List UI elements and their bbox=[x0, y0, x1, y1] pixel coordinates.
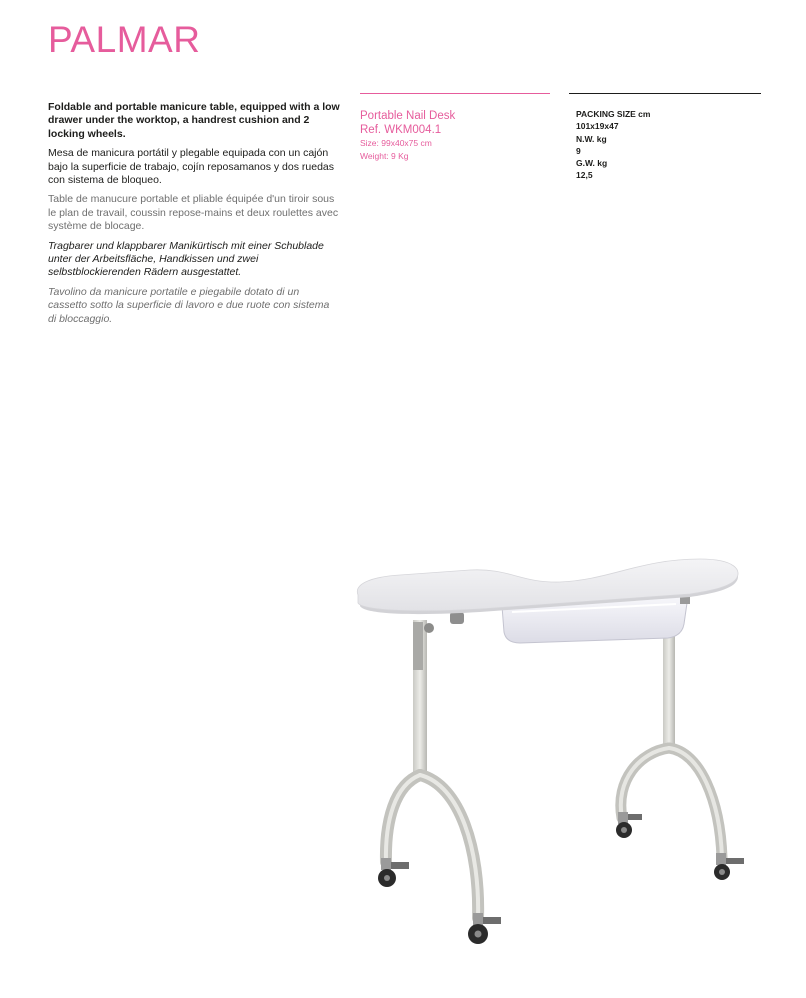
product-size: Size: 99x40x75 cm bbox=[360, 138, 432, 148]
packing-divider bbox=[569, 93, 761, 94]
product-divider bbox=[360, 93, 550, 94]
wheel bbox=[378, 858, 409, 887]
support-bracket bbox=[450, 612, 464, 624]
product-info bbox=[360, 109, 550, 162]
description-block bbox=[48, 101, 340, 332]
description-spanish: Mesa de manicura portátil y plegable equipada con un cajón bajo la superficie de trabajo, cojín reposamanos y dos ruedas con sistema de bloqueo. bbox=[48, 147, 335, 187]
description-german: Tragbarer und klappbarer Manikürtisch mit einer Schublade unter der Arbeitsfläche, Handkissen und zwei selbstblockierenden Rädern ausgestattet. bbox=[48, 239, 324, 279]
packing-header: PACKING SIZE cm bbox=[576, 109, 651, 119]
gross-weight-label: G.W. kg bbox=[576, 158, 608, 169]
net-weight-value: 9 bbox=[576, 145, 581, 156]
packing-size: 101x19x47 bbox=[576, 121, 619, 132]
description-italian: Tavolino da manicure portatile e piegabile dotato di un cassetto sotto la superficie di lavoro e due ruote con sistema di bloccaggio. bbox=[48, 285, 330, 325]
wheel bbox=[616, 812, 642, 838]
page-title: PALMAR bbox=[48, 19, 201, 60]
product-ref: Ref. WKM004.1 bbox=[360, 124, 442, 136]
product-name: Portable Nail Desk bbox=[360, 110, 456, 122]
gross-weight-value: 12,5 bbox=[576, 170, 593, 181]
back-leg bbox=[621, 620, 722, 858]
description-french: Table de manucure portable et pliable équipée d'un tiroir sous le plan de travail, coussin repose-mains et deux roulettes avec système de blocage. bbox=[48, 193, 339, 233]
description-english: Foldable and portable manicure table, equipped with a low drawer under the worktop, a handrest cushion and 2 locking wheels. bbox=[48, 101, 340, 140]
packing-info bbox=[576, 108, 761, 182]
product-weight: Weight: 9 Kg bbox=[360, 150, 409, 161]
wheel bbox=[714, 853, 744, 880]
manicure-table-illustration bbox=[350, 548, 760, 958]
front-leg bbox=[386, 620, 478, 918]
net-weight-label: N.W. kg bbox=[576, 133, 607, 144]
